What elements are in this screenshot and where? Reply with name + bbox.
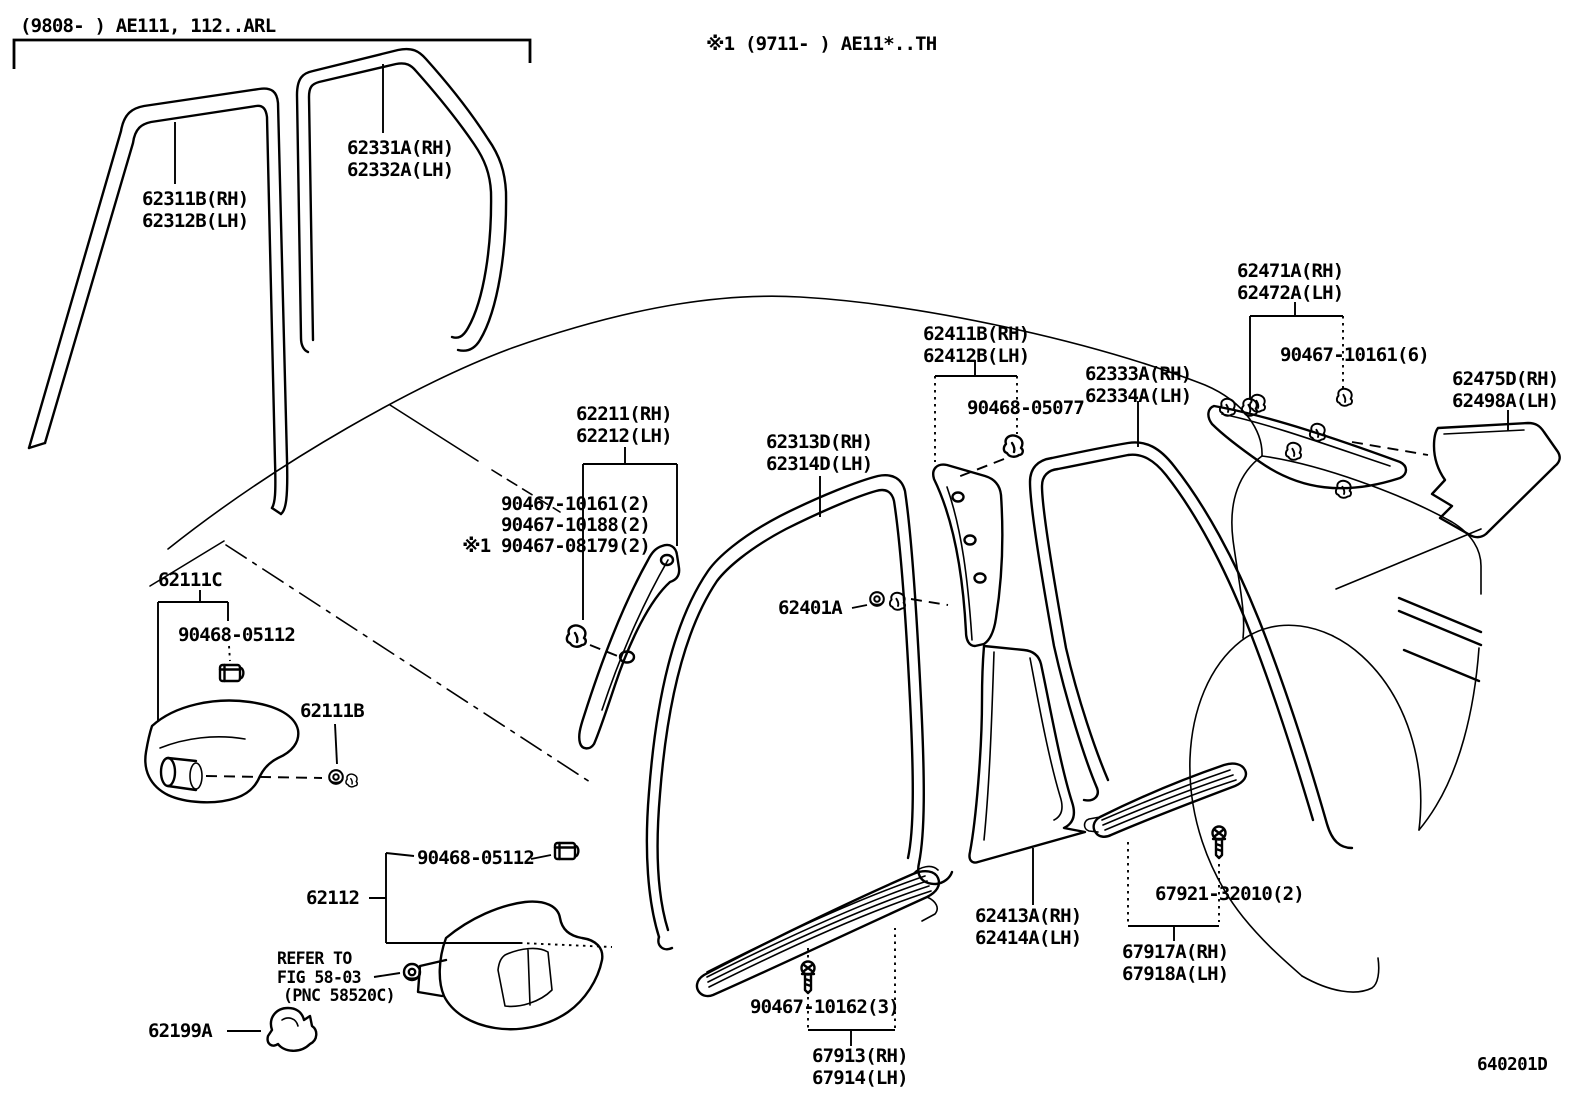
label-90467-08179-2[interactable]: ※1 90467-08179(2) bbox=[462, 535, 650, 557]
label-62414a[interactable]: 62414A(LH) bbox=[975, 927, 1082, 949]
box-clip-icon bbox=[555, 843, 578, 859]
belt-crease bbox=[1336, 529, 1481, 589]
bumper-band bbox=[1399, 598, 1481, 681]
garnish-clip bbox=[1250, 395, 1265, 412]
label-67914[interactable]: 67914(LH) bbox=[812, 1067, 908, 1089]
dash-cylinder-clip bbox=[206, 776, 322, 778]
label-90467-10161-2[interactable]: 90467-10161(2) bbox=[501, 493, 650, 515]
label-62311b[interactable]: 62311B(RH) bbox=[142, 188, 249, 210]
label-62111c[interactable]: 62111C bbox=[158, 569, 222, 591]
kick-panel-trim bbox=[418, 902, 602, 1030]
label-62212[interactable]: 62212(LH) bbox=[576, 425, 672, 447]
variant-bracket bbox=[14, 40, 530, 69]
garnish-clip bbox=[661, 555, 673, 565]
rear-door-frame-weatherstrip bbox=[297, 49, 506, 352]
diagram-code: 640201D bbox=[1477, 1055, 1548, 1075]
panel-drain-end bbox=[161, 758, 175, 786]
strip-inner bbox=[658, 490, 913, 930]
strip-inner bbox=[1042, 455, 1313, 820]
grommet-icon bbox=[870, 592, 884, 606]
label-62413a[interactable]: 62413A(RH) bbox=[975, 905, 1082, 927]
label-90467-10188-2[interactable]: 90467-10188(2) bbox=[501, 514, 650, 536]
label-67917a[interactable]: 67917A(RH) bbox=[1122, 941, 1229, 963]
labels bbox=[20, 15, 1558, 1089]
label-62472a[interactable]: 62472A(LH) bbox=[1237, 282, 1344, 304]
garnish-clip bbox=[975, 574, 986, 583]
clip-icon bbox=[346, 774, 357, 787]
leader-62111b bbox=[335, 724, 337, 764]
leader-62401a bbox=[852, 605, 867, 608]
windshield-line bbox=[390, 405, 478, 461]
label-62211[interactable]: 62211(RH) bbox=[576, 403, 672, 425]
rear-lower-edge bbox=[1419, 648, 1479, 830]
panel-inner-line bbox=[160, 737, 245, 748]
hook-detail bbox=[282, 1018, 298, 1026]
c-pillar-edge bbox=[1232, 456, 1262, 638]
quarter-trim-panel bbox=[1432, 423, 1560, 537]
label-62475d[interactable]: 62475D(RH) bbox=[1452, 368, 1559, 390]
frame-outer bbox=[297, 49, 506, 352]
frame-outer bbox=[29, 89, 287, 514]
rear-door-scuff-plate bbox=[1085, 764, 1246, 837]
quarter-top-edge bbox=[1262, 456, 1481, 594]
hook-outline bbox=[268, 1008, 317, 1051]
garnish-outline bbox=[933, 465, 1002, 646]
clip-icon bbox=[567, 625, 586, 646]
label-62412b[interactable]: 62412B(LH) bbox=[923, 345, 1030, 367]
center-pillar-garnish-upper bbox=[933, 465, 1002, 646]
footnote: ※1 (9711- ) AE11*..TH bbox=[706, 33, 937, 55]
label-62332a[interactable]: 62332A(LH) bbox=[347, 159, 454, 181]
plate-ribs bbox=[707, 876, 931, 987]
label-90467-10161-6[interactable]: 90467-10161(6) bbox=[1280, 344, 1429, 366]
label-62333a[interactable]: 62333A(RH) bbox=[1085, 363, 1192, 385]
garnish-clip bbox=[953, 493, 964, 502]
refer-note-line1: REFER TO bbox=[277, 949, 352, 968]
clip-icon bbox=[1004, 435, 1023, 456]
label-67918a[interactable]: 67918A(LH) bbox=[1122, 963, 1229, 985]
center-pillar-garnish-lower bbox=[969, 646, 1085, 863]
panel-recess bbox=[498, 948, 552, 1006]
hook-62199 bbox=[268, 1008, 317, 1051]
label-90468-05112a[interactable]: 90468-05112 bbox=[178, 624, 296, 646]
label-67921-32010-2[interactable]: 67921-32010(2) bbox=[1155, 883, 1304, 905]
plate-ribs bbox=[1102, 770, 1236, 830]
dotted-05112a bbox=[229, 646, 230, 661]
label-62199a[interactable]: 62199A bbox=[148, 1020, 212, 1042]
screw-icon bbox=[1213, 827, 1226, 859]
grommet-icon bbox=[404, 964, 420, 980]
strip-outer bbox=[647, 475, 952, 937]
refer-note-line3: (PNC 58520C) bbox=[283, 986, 396, 1005]
frame-caps bbox=[29, 443, 281, 514]
label-62411b[interactable]: 62411B(RH) bbox=[923, 323, 1030, 345]
label-62112[interactable]: 62112 bbox=[306, 887, 360, 909]
wheel-arch bbox=[1190, 625, 1421, 976]
label-62312b[interactable]: 62312B(LH) bbox=[142, 210, 249, 232]
box-clip-icon bbox=[220, 665, 243, 681]
label-62314d[interactable]: 62314D(LH) bbox=[766, 453, 873, 475]
label-62111b[interactable]: 62111B bbox=[300, 700, 364, 722]
strip-cap bbox=[658, 937, 672, 949]
frame-inner bbox=[45, 106, 275, 508]
label-62401a[interactable]: 62401A bbox=[778, 597, 842, 619]
label-62313d[interactable]: 62313D(RH) bbox=[766, 431, 873, 453]
front-door-scuff-plate bbox=[697, 867, 939, 997]
label-90467-10162-3[interactable]: 90467-10162(3) bbox=[750, 996, 899, 1018]
garnish-clip bbox=[1286, 443, 1301, 460]
label-62498a[interactable]: 62498A(LH) bbox=[1452, 390, 1559, 412]
label-67913[interactable]: 67913(RH) bbox=[812, 1045, 908, 1067]
garnish-inner-line bbox=[1222, 414, 1390, 466]
cowl-belt-line bbox=[226, 545, 590, 782]
panel-outline bbox=[1432, 423, 1560, 537]
refer-note-line2: FIG 58-03 bbox=[277, 968, 362, 987]
leader-refer bbox=[374, 973, 400, 977]
label-62331a[interactable]: 62331A(RH) bbox=[347, 137, 454, 159]
clip-icon bbox=[890, 593, 905, 610]
cowl-side-trim-panel bbox=[145, 701, 298, 803]
screw-icon bbox=[802, 962, 815, 994]
label-90468-05077[interactable]: 90468-05077 bbox=[967, 397, 1085, 419]
garnish-outline bbox=[969, 646, 1085, 863]
label-90468-05112b[interactable]: 90468-05112 bbox=[417, 847, 535, 869]
bracket-67917 bbox=[1128, 926, 1219, 941]
garnish-clip bbox=[1337, 389, 1352, 406]
rear-tip bbox=[1302, 958, 1379, 992]
bracket-62111c bbox=[158, 590, 228, 722]
label-62471a[interactable]: 62471A(RH) bbox=[1237, 260, 1344, 282]
roof-line bbox=[168, 296, 1262, 549]
variant-note: (9808- ) AE111, 112..ARL bbox=[20, 15, 276, 37]
strip-hook bbox=[1084, 788, 1098, 800]
panel-outline bbox=[440, 902, 603, 1030]
fasteners bbox=[220, 399, 1257, 993]
garnish-inner-lines bbox=[984, 652, 1062, 840]
front-door-frame-weatherstrip bbox=[29, 89, 287, 514]
label-62334a[interactable]: 62334A(LH) bbox=[1085, 385, 1192, 407]
panel-drain-end bbox=[190, 763, 202, 789]
panel-inner-line bbox=[1444, 430, 1524, 434]
garnish-clip bbox=[965, 536, 976, 545]
grommet-icon bbox=[329, 770, 343, 784]
bracket-67913 bbox=[808, 1030, 895, 1046]
